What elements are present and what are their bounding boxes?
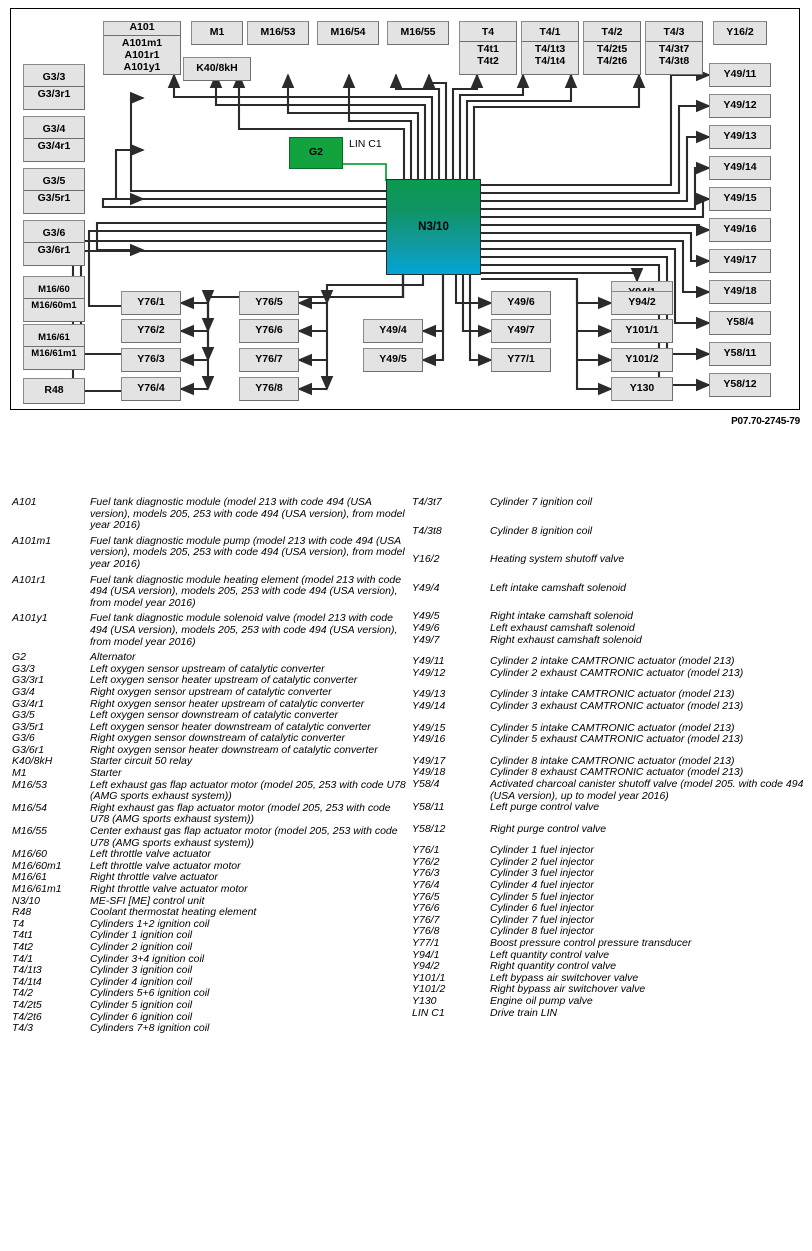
legend-code: M1	[12, 767, 27, 780]
legend-row	[12, 954, 412, 966]
legend-code: Y49/7	[412, 633, 440, 646]
legend-description: Cylinder 5 intake CAMTRONIC actuator (model 213)	[490, 721, 735, 734]
legend-code: T4/2t5	[12, 998, 42, 1011]
node-y49-13-label: Y49/13	[723, 130, 757, 143]
legend-description: Right oxygen sensor downstream of catalytic converter	[90, 732, 346, 745]
legend-code: Y49/5	[412, 610, 440, 623]
node-y16-2-label: Y16/2	[726, 26, 754, 39]
legend-code: T4/2t6	[12, 1010, 42, 1023]
node-y130-label: Y130	[629, 382, 655, 395]
node-y58-11-label: Y58/11	[723, 347, 757, 360]
node-y49-5-label: Y49/5	[379, 353, 407, 366]
legend-code: G3/6	[12, 732, 35, 745]
legend-row	[412, 554, 812, 566]
legend-code: T4/1	[12, 952, 34, 965]
legend-row	[412, 526, 812, 538]
legend-row	[412, 623, 812, 635]
node-y49-18-label: Y49/18	[723, 285, 757, 298]
node-y49-17-label: Y49/17	[723, 254, 757, 267]
legend-description: Cylinder 5 fuel injector	[490, 890, 594, 903]
legend-code: Y58/12	[412, 822, 446, 835]
node-t4-1[interactable]	[521, 21, 579, 75]
legend-description: Right oxygen sensor upstream of catalytic converter	[90, 685, 332, 698]
node-g3-3-label: G3/3	[42, 71, 66, 84]
node-t4-3-sublabels: T4/3t7 T4/3t8	[646, 41, 702, 71]
legend-row	[12, 497, 412, 532]
node-y49-11-label: Y49/11	[723, 68, 757, 81]
node-y58-12-label: Y58/12	[723, 378, 757, 391]
legend-code: LIN C1	[412, 1006, 445, 1019]
node-y76-3-label: Y76/3	[137, 353, 165, 366]
legend-description: Cylinder 1 ignition coil	[90, 929, 193, 942]
node-y76-1-label: Y76/1	[137, 296, 165, 309]
legend-row	[412, 880, 812, 892]
legend-row	[412, 984, 812, 996]
legend-description: Cylinder 2 intake CAMTRONIC actuator (model 213)	[490, 655, 735, 668]
node-y49-15-label: Y49/15	[723, 192, 757, 205]
legend-description: Cylinder 2 exhaust CAMTRONIC actuator (model 213)	[490, 666, 744, 679]
legend-description: Starter	[90, 767, 122, 780]
node-g3-5[interactable]	[23, 168, 85, 214]
node-g3-4r1-label: G3/4r1	[24, 138, 84, 156]
node-m16-61-label: M16/61	[38, 332, 70, 344]
legend-row	[12, 1000, 412, 1012]
node-y58-4[interactable]	[709, 311, 771, 335]
legend-code: Y76/3	[412, 867, 440, 880]
legend-code: Y16/2	[412, 553, 440, 566]
node-m16-55[interactable]	[387, 21, 449, 45]
legend-description: Heating system shutoff valve	[490, 553, 625, 566]
legend-row	[412, 583, 812, 595]
legend-code: Y49/13	[412, 688, 446, 701]
node-n3-10-label: N3/10	[418, 220, 449, 233]
node-g3-5r1-label: G3/5r1	[24, 190, 84, 208]
legend-description: Cylinders 1+2 ignition coil	[90, 917, 210, 930]
legend-description: Left throttle valve actuator	[90, 848, 211, 861]
legend-description: Cylinder 8 intake CAMTRONIC actuator (model 213)	[490, 754, 735, 767]
node-y101-1[interactable]	[611, 319, 673, 343]
legend-description: Left quantity control valve	[490, 948, 610, 961]
legend-code: M16/53	[12, 778, 48, 791]
legend-row	[12, 919, 412, 931]
legend-description: Cylinder 5 exhaust CAMTRONIC actuator (model 213)	[490, 733, 744, 746]
node-y58-12[interactable]	[709, 373, 771, 397]
legend-code: T4/3	[12, 1022, 34, 1035]
legend-code: Y76/8	[412, 925, 440, 938]
legend-code: A101m1	[12, 534, 52, 547]
legend-description: Cylinder 3 ignition coil	[90, 964, 193, 977]
legend-description: Center exhaust gas flap actuator motor (model 205, 253 with code U78 (AMG sports exhaust system))	[90, 825, 398, 849]
node-y76-1[interactable]	[121, 291, 181, 315]
legend-description: Left oxygen sensor upstream of catalytic converter	[90, 662, 325, 675]
legend-row	[12, 652, 412, 664]
legend-code: K40/8kH	[12, 755, 53, 768]
legend-description: Starter circuit 50 relay	[90, 755, 193, 768]
legend-row	[12, 1023, 412, 1035]
legend-row	[12, 907, 412, 919]
node-y49-11[interactable]	[709, 63, 771, 87]
legend-code: M16/60m1	[12, 859, 62, 872]
legend-code: Y130	[412, 995, 437, 1007]
node-m1[interactable]	[191, 21, 243, 45]
legend-description: Left intake camshaft solenoid	[490, 581, 626, 594]
node-g3-3[interactable]	[23, 64, 85, 110]
node-m16-60-label: M16/60	[38, 284, 70, 296]
legend-code: T4/2	[12, 987, 34, 1000]
legend-description: Cylinder 8 exhaust CAMTRONIC actuator (model 213)	[490, 766, 744, 779]
node-y49-6[interactable]	[491, 291, 551, 315]
legend-description: Drive train LIN	[490, 1006, 558, 1019]
legend-description: Cylinder 8 fuel injector	[490, 925, 594, 938]
legend-description: Cylinder 2 fuel injector	[490, 855, 594, 868]
legend-code: Y49/11	[412, 655, 445, 668]
legend-description: Fuel tank diagnostic module solenoid valve (model 213 with code 494 (USA version), models 205, 253 with code 494 (USA version), from model year 2016)	[90, 612, 398, 648]
legend-description: Alternator	[90, 651, 136, 664]
legend-code: Y49/15	[412, 721, 446, 734]
legend-row	[412, 701, 812, 713]
legend-description: Cylinder 7 fuel injector	[490, 913, 594, 926]
legend-column-right	[412, 497, 812, 1019]
node-y58-11[interactable]	[709, 342, 771, 366]
node-y101-2-label: Y101/2	[625, 353, 659, 366]
legend-description: Right exhaust camshaft solenoid	[490, 633, 642, 646]
legend-description: Engine oil pump valve	[490, 995, 593, 1007]
node-y49-7[interactable]	[491, 319, 551, 343]
node-g2-label: G2	[308, 146, 323, 159]
legend-row	[412, 668, 812, 680]
legend-row	[412, 938, 812, 950]
legend-code: Y76/1	[412, 844, 440, 857]
node-y77-1[interactable]	[491, 348, 551, 372]
legend-description: Cylinder 3 exhaust CAMTRONIC actuator (model 213)	[490, 699, 744, 712]
legend-code: Y49/16	[412, 733, 446, 746]
legend-description: Right oxygen sensor heater upstream of catalytic converter	[90, 697, 365, 710]
legend-code: Y76/2	[412, 855, 440, 868]
node-y49-7-label: Y49/7	[507, 324, 535, 337]
legend-code: G3/5r1	[12, 720, 45, 733]
node-y58-4-label: Y58/4	[726, 316, 754, 329]
node-m16-60m1-label: M16/60m1	[24, 298, 84, 315]
legend-description: Left exhaust gas flap actuator motor (model 205, 253 with code U78 (AMG sports exhaust system))	[90, 778, 406, 803]
legend-column-left	[12, 497, 412, 1035]
node-g3-6r1-label: G3/6r1	[24, 242, 84, 260]
node-y94-2-label: Y94/2	[628, 296, 656, 309]
legend-row	[12, 930, 412, 942]
legend-row	[412, 497, 812, 509]
node-y76-8-label: Y76/8	[255, 382, 283, 395]
legend-row	[12, 803, 412, 826]
node-y76-7[interactable]	[239, 348, 299, 372]
legend-code: T4	[12, 917, 25, 930]
legend-code: M16/54	[12, 801, 48, 814]
legend-code: Y101/1	[412, 971, 446, 984]
legend-row	[12, 575, 412, 610]
legend-row	[12, 613, 412, 648]
legend-code: Y101/2	[412, 983, 446, 996]
node-t4-3[interactable]	[645, 21, 703, 75]
legend-description: Boost pressure control pressure transducer	[490, 937, 692, 950]
legend-description: Cylinders 7+8 ignition coil	[90, 1022, 210, 1035]
component-legend	[0, 497, 812, 1251]
legend-code: Y49/14	[412, 699, 446, 712]
node-t4-1-sublabels: T4/1t3 T4/1t4	[522, 41, 578, 71]
legend-description: Cylinder 3+4 ignition coil	[90, 952, 205, 965]
legend-description: Right quantity control valve	[490, 960, 617, 973]
figure-caption: P07.70-2745-79	[731, 416, 800, 427]
legend-description: Cylinder 4 ignition coil	[90, 975, 193, 988]
node-y49-16-label: Y49/16	[723, 223, 757, 236]
legend-code: Y77/1	[412, 937, 440, 950]
legend-row	[12, 745, 412, 757]
legend-row	[12, 780, 412, 803]
legend-row	[12, 965, 412, 977]
legend-row	[12, 884, 412, 896]
node-y76-4-label: Y76/4	[137, 382, 165, 395]
legend-code: M16/60	[12, 848, 48, 861]
legend-description: Cylinder 3 fuel injector	[490, 867, 594, 880]
legend-code: Y76/6	[412, 902, 440, 915]
legend-row	[12, 536, 412, 571]
legend-row	[412, 857, 812, 869]
legend-code: Y76/5	[412, 890, 440, 903]
legend-code: G3/4r1	[12, 697, 45, 710]
node-k40-8kh[interactable]	[183, 57, 251, 81]
node-y76-5-label: Y76/5	[255, 296, 283, 309]
legend-description: ME-SFI [ME] control unit	[90, 894, 205, 907]
node-m16-55-label: M16/55	[400, 26, 436, 39]
legend-code: G2	[12, 651, 27, 664]
node-a101-sublabels: A101m1 A101r1 A101y1	[104, 35, 180, 76]
legend-description: Cylinder 5 ignition coil	[90, 998, 193, 1011]
legend-code: M16/55	[12, 825, 48, 838]
legend-code: M16/61m1	[12, 883, 62, 895]
node-g3-3r1-label: G3/3r1	[24, 86, 84, 104]
legend-description: Left oxygen sensor heater upstream of catalytic converter	[90, 674, 358, 687]
lin-c1-label: LIN C1	[349, 138, 382, 150]
legend-description: Cylinder 4 fuel injector	[490, 879, 594, 892]
node-y49-5[interactable]	[363, 348, 423, 372]
legend-row	[412, 802, 812, 814]
legend-code: Y58/11	[412, 801, 445, 814]
legend-code: Y49/18	[412, 766, 446, 779]
legend-description: Left exhaust camshaft solenoid	[490, 621, 635, 634]
legend-row	[12, 942, 412, 954]
wiring-diagram-frame	[10, 8, 800, 410]
legend-row	[12, 756, 412, 768]
legend-code: Y49/4	[412, 581, 440, 594]
node-t4-2-label: T4/2	[601, 26, 623, 39]
node-m16-54-label: M16/54	[330, 26, 366, 39]
legend-description: Right exhaust gas flap actuator motor (model 205, 253 with code U78 (AMG sports exhaust system))	[90, 801, 391, 826]
node-y94-2[interactable]	[611, 291, 673, 315]
legend-code: M16/61	[12, 871, 48, 884]
legend-description: Cylinder 6 ignition coil	[90, 1010, 193, 1023]
node-m16-60[interactable]	[23, 276, 85, 322]
node-y76-8[interactable]	[239, 377, 299, 401]
legend-code: T4/1t4	[12, 975, 42, 988]
legend-code: T4/3t7	[412, 496, 442, 508]
legend-row	[412, 1008, 812, 1020]
node-g3-4-label: G3/4	[42, 123, 66, 136]
legend-row	[412, 892, 812, 904]
node-y101-1-label: Y101/1	[625, 324, 659, 337]
legend-row	[412, 915, 812, 927]
node-r48[interactable]	[23, 378, 85, 404]
legend-code: G3/4	[12, 685, 35, 698]
legend-code: A101y1	[12, 612, 48, 625]
node-y49-18[interactable]	[709, 280, 771, 304]
legend-code: A101r1	[12, 573, 46, 586]
legend-code: Y76/7	[412, 913, 440, 926]
legend-description: Right intake camshaft solenoid	[490, 610, 633, 623]
legend-row	[12, 988, 412, 1000]
legend-code: T4t1	[12, 929, 34, 942]
legend-row	[12, 1012, 412, 1024]
node-a101-label: A101	[129, 20, 155, 33]
node-m16-54[interactable]	[317, 21, 379, 45]
legend-code: N3/10	[12, 894, 41, 907]
legend-code: T4/1t3	[12, 964, 42, 977]
node-y49-16[interactable]	[709, 218, 771, 242]
legend-row	[412, 734, 812, 746]
node-t4-2-sublabels: T4/2t5 T4/2t6	[584, 41, 640, 71]
node-y49-12-label: Y49/12	[723, 99, 757, 112]
legend-code: Y94/2	[412, 960, 440, 973]
legend-code: G3/5	[12, 709, 35, 722]
legend-description: Left bypass air switchover valve	[490, 971, 639, 984]
node-k40-8kh-label: K40/8kH	[196, 62, 238, 75]
node-t4-3-label: T4/3	[663, 26, 685, 39]
node-t4-sublabels: T4t1 T4t2	[460, 41, 516, 71]
legend-code: Y49/17	[412, 754, 446, 767]
node-t4[interactable]	[459, 21, 517, 75]
node-y76-6[interactable]	[239, 319, 299, 343]
node-a101[interactable]	[103, 21, 181, 75]
node-y76-6-label: Y76/6	[255, 324, 283, 337]
legend-row	[12, 768, 412, 780]
node-y76-3[interactable]	[121, 348, 181, 372]
legend-row	[12, 710, 412, 722]
legend-code: G3/6r1	[12, 743, 45, 756]
legend-description: Activated charcoal canister shutoff valve (model 205. with code 494 (USA version), up to model year 2016)	[490, 777, 804, 802]
node-y16-2[interactable]	[713, 21, 767, 45]
node-y49-14-label: Y49/14	[723, 161, 757, 174]
node-n3-10-ecu[interactable]	[386, 179, 481, 275]
node-y76-5[interactable]	[239, 291, 299, 315]
node-y49-4[interactable]	[363, 319, 423, 343]
node-r48-label: R48	[44, 384, 64, 397]
node-y49-13[interactable]	[709, 125, 771, 149]
legend-row	[12, 977, 412, 989]
node-y130[interactable]	[611, 377, 673, 401]
node-m1-label: M1	[209, 26, 225, 39]
node-g3-4[interactable]	[23, 116, 85, 162]
legend-row	[412, 996, 812, 1008]
node-t4-label: T4	[481, 26, 495, 39]
legend-code: Y94/1	[412, 948, 440, 961]
legend-row	[412, 635, 812, 647]
legend-description: Cylinder 8 ignition coil	[490, 524, 593, 537]
legend-row	[412, 656, 812, 668]
node-m16-53[interactable]	[247, 21, 309, 45]
legend-description: Right purge control valve	[490, 822, 607, 835]
legend-description: Fuel tank diagnostic module (model 213 with code 494 (USA version), models 205, 253 with code 494 (USA version), from model year 2016)	[90, 496, 405, 532]
legend-description: Coolant thermostat heating element	[90, 906, 257, 919]
node-y76-2[interactable]	[121, 319, 181, 343]
legend-description: Cylinder 2 ignition coil	[90, 940, 193, 953]
legend-description: Left purge control valve	[490, 801, 600, 814]
node-y49-17[interactable]	[709, 249, 771, 273]
legend-row	[412, 779, 812, 802]
legend-description: Cylinder 6 fuel injector	[490, 902, 594, 915]
node-y49-12[interactable]	[709, 94, 771, 118]
node-y49-14[interactable]	[709, 156, 771, 180]
node-y76-2-label: Y76/2	[137, 324, 165, 337]
legend-code: Y49/6	[412, 621, 440, 634]
legend-row	[12, 826, 412, 849]
legend-description: Left oxygen sensor downstream of catalytic converter	[90, 709, 339, 722]
legend-code: A101	[12, 496, 37, 508]
legend-code: G3/3r1	[12, 674, 45, 687]
legend-code: T4t2	[12, 940, 34, 953]
legend-row	[412, 868, 812, 880]
legend-code: Y49/12	[412, 666, 446, 679]
legend-row	[412, 824, 812, 836]
node-y49-4-label: Y49/4	[379, 324, 407, 337]
node-y76-4[interactable]	[121, 377, 181, 401]
legend-description: Cylinder 7 ignition coil	[490, 496, 593, 508]
legend-description: Left throttle valve actuator motor	[90, 859, 241, 872]
legend-description: Right throttle valve actuator	[90, 871, 218, 884]
legend-code: Y76/4	[412, 879, 440, 892]
legend-code: R48	[12, 906, 32, 919]
legend-row	[412, 903, 812, 915]
node-y49-15[interactable]	[709, 187, 771, 211]
node-t4-2[interactable]	[583, 21, 641, 75]
legend-code: Y58/4	[412, 777, 440, 790]
node-m16-61[interactable]	[23, 324, 85, 370]
legend-description: Right bypass air switchover valve	[490, 983, 646, 996]
legend-code: G3/3	[12, 662, 35, 675]
diagram-canvas	[11, 9, 801, 411]
legend-description: Left oxygen sensor heater downstream of catalytic converter	[90, 720, 371, 733]
node-g3-5-label: G3/5	[42, 175, 66, 188]
legend-row	[12, 687, 412, 699]
node-y49-6-label: Y49/6	[507, 296, 535, 309]
legend-description: Fuel tank diagnostic module heating element (model 213 with code 494 (USA version), models 205, 253 with code 494 (USA version), from model year 2016)	[90, 573, 402, 609]
node-g2-alternator[interactable]	[289, 137, 343, 169]
node-m16-61m1-label: M16/61m1	[24, 346, 84, 363]
legend-description: Fuel tank diagnostic module pump (model 213 with code 494 (USA version), models 205, 253 with code 494 (USA version), from model year 2016)	[90, 534, 405, 570]
legend-code: T4/3t8	[412, 524, 442, 537]
node-m16-53-label: M16/53	[260, 26, 296, 39]
node-y77-1-label: Y77/1	[507, 353, 535, 366]
node-g3-6[interactable]	[23, 220, 85, 266]
legend-description: Right throttle valve actuator motor	[90, 883, 248, 895]
legend-row	[412, 845, 812, 857]
legend-description: Cylinders 5+6 ignition coil	[90, 987, 210, 1000]
node-y76-7-label: Y76/7	[255, 353, 283, 366]
node-y101-2[interactable]	[611, 348, 673, 372]
legend-description: Cylinder 3 intake CAMTRONIC actuator (model 213)	[490, 688, 735, 701]
node-t4-1-label: T4/1	[539, 26, 561, 39]
node-g3-6-label: G3/6	[42, 227, 66, 240]
legend-description: Cylinder 1 fuel injector	[490, 844, 594, 857]
legend-description: Right oxygen sensor heater downstream of catalytic converter	[90, 743, 378, 756]
